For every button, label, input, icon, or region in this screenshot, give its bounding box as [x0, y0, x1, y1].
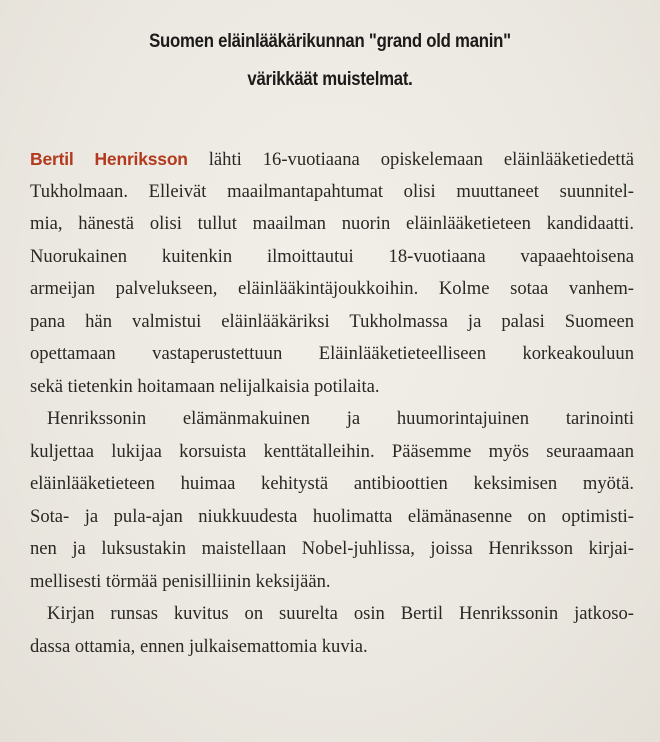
- text-line: sekä tietenkin hoitamaan nelijalkaisia potilaita.: [30, 375, 380, 397]
- text-line: Kirjan runsas kuvitus on suurelta osin Bertil Henrikssonin jatkoso-: [47, 603, 634, 624]
- text-line: mellisesti törmää penisilliinin keksijään.: [30, 570, 331, 592]
- text-line: Tukholmaan. Elleivät maailmantapahtumat olisi muuttaneet suunnitel-: [30, 180, 634, 202]
- text-line-content: lähti 16-vuotiaana opiskelemaan eläinlääketiedettä: [187, 149, 634, 170]
- text-line: [30, 143, 634, 176]
- text-line: armeijan palvelukseen, eläinlääkintäjoukkoihin. Kolme sotaa vanhem-: [30, 278, 634, 299]
- text-line: Henrikssonin elämänmakuinen ja huumorintajuinen tarinointi: [47, 408, 634, 429]
- headline: [0, 22, 660, 98]
- paragraph-1: [30, 143, 634, 403]
- paragraph-2: [30, 403, 634, 598]
- text-line: kuljettaa lukijaa korsuista kenttätalleihin. Pääsemme myös seuraamaan: [30, 440, 634, 462]
- text-line: Sota- ja pula-ajan niukkuudesta huolimatta elämänasenne on optimisti-: [30, 505, 634, 527]
- text-line: opettamaan vastaperustettuun Eläinlääketieteelliseen korkeakouluun: [30, 343, 634, 364]
- text-line: eläinlääketieteen huimaa kehitystä antibioottien keksimisen myötä.: [30, 473, 634, 494]
- blurb-text: [30, 143, 634, 663]
- text-line: dassa ottamia, ennen julkaisemattomia kuvia.: [30, 635, 368, 657]
- headline-line-1: Suomen eläinlääkärikunnan "grand old manin": [149, 30, 511, 52]
- paragraph-3: [30, 598, 634, 663]
- author-name: Bertil Henriksson: [30, 149, 188, 169]
- text-line: Nuorukainen kuitenkin ilmoittautui 18-vuotiaana vapaaehtoisena: [30, 245, 634, 267]
- text-line: pana hän valmistui eläinlääkäriksi Tukholmassa ja palasi Suomeen: [30, 310, 634, 332]
- text-line: mia, hänestä olisi tullut maailman nuorin eläinlääketieteen kandidaatti.: [30, 213, 634, 234]
- headline-line-2: värikkäät muistelmat.: [247, 68, 413, 90]
- text-line: nen ja luksustakin maistellaan Nobel-juhlissa, joissa Henriksson kirjai-: [30, 538, 634, 559]
